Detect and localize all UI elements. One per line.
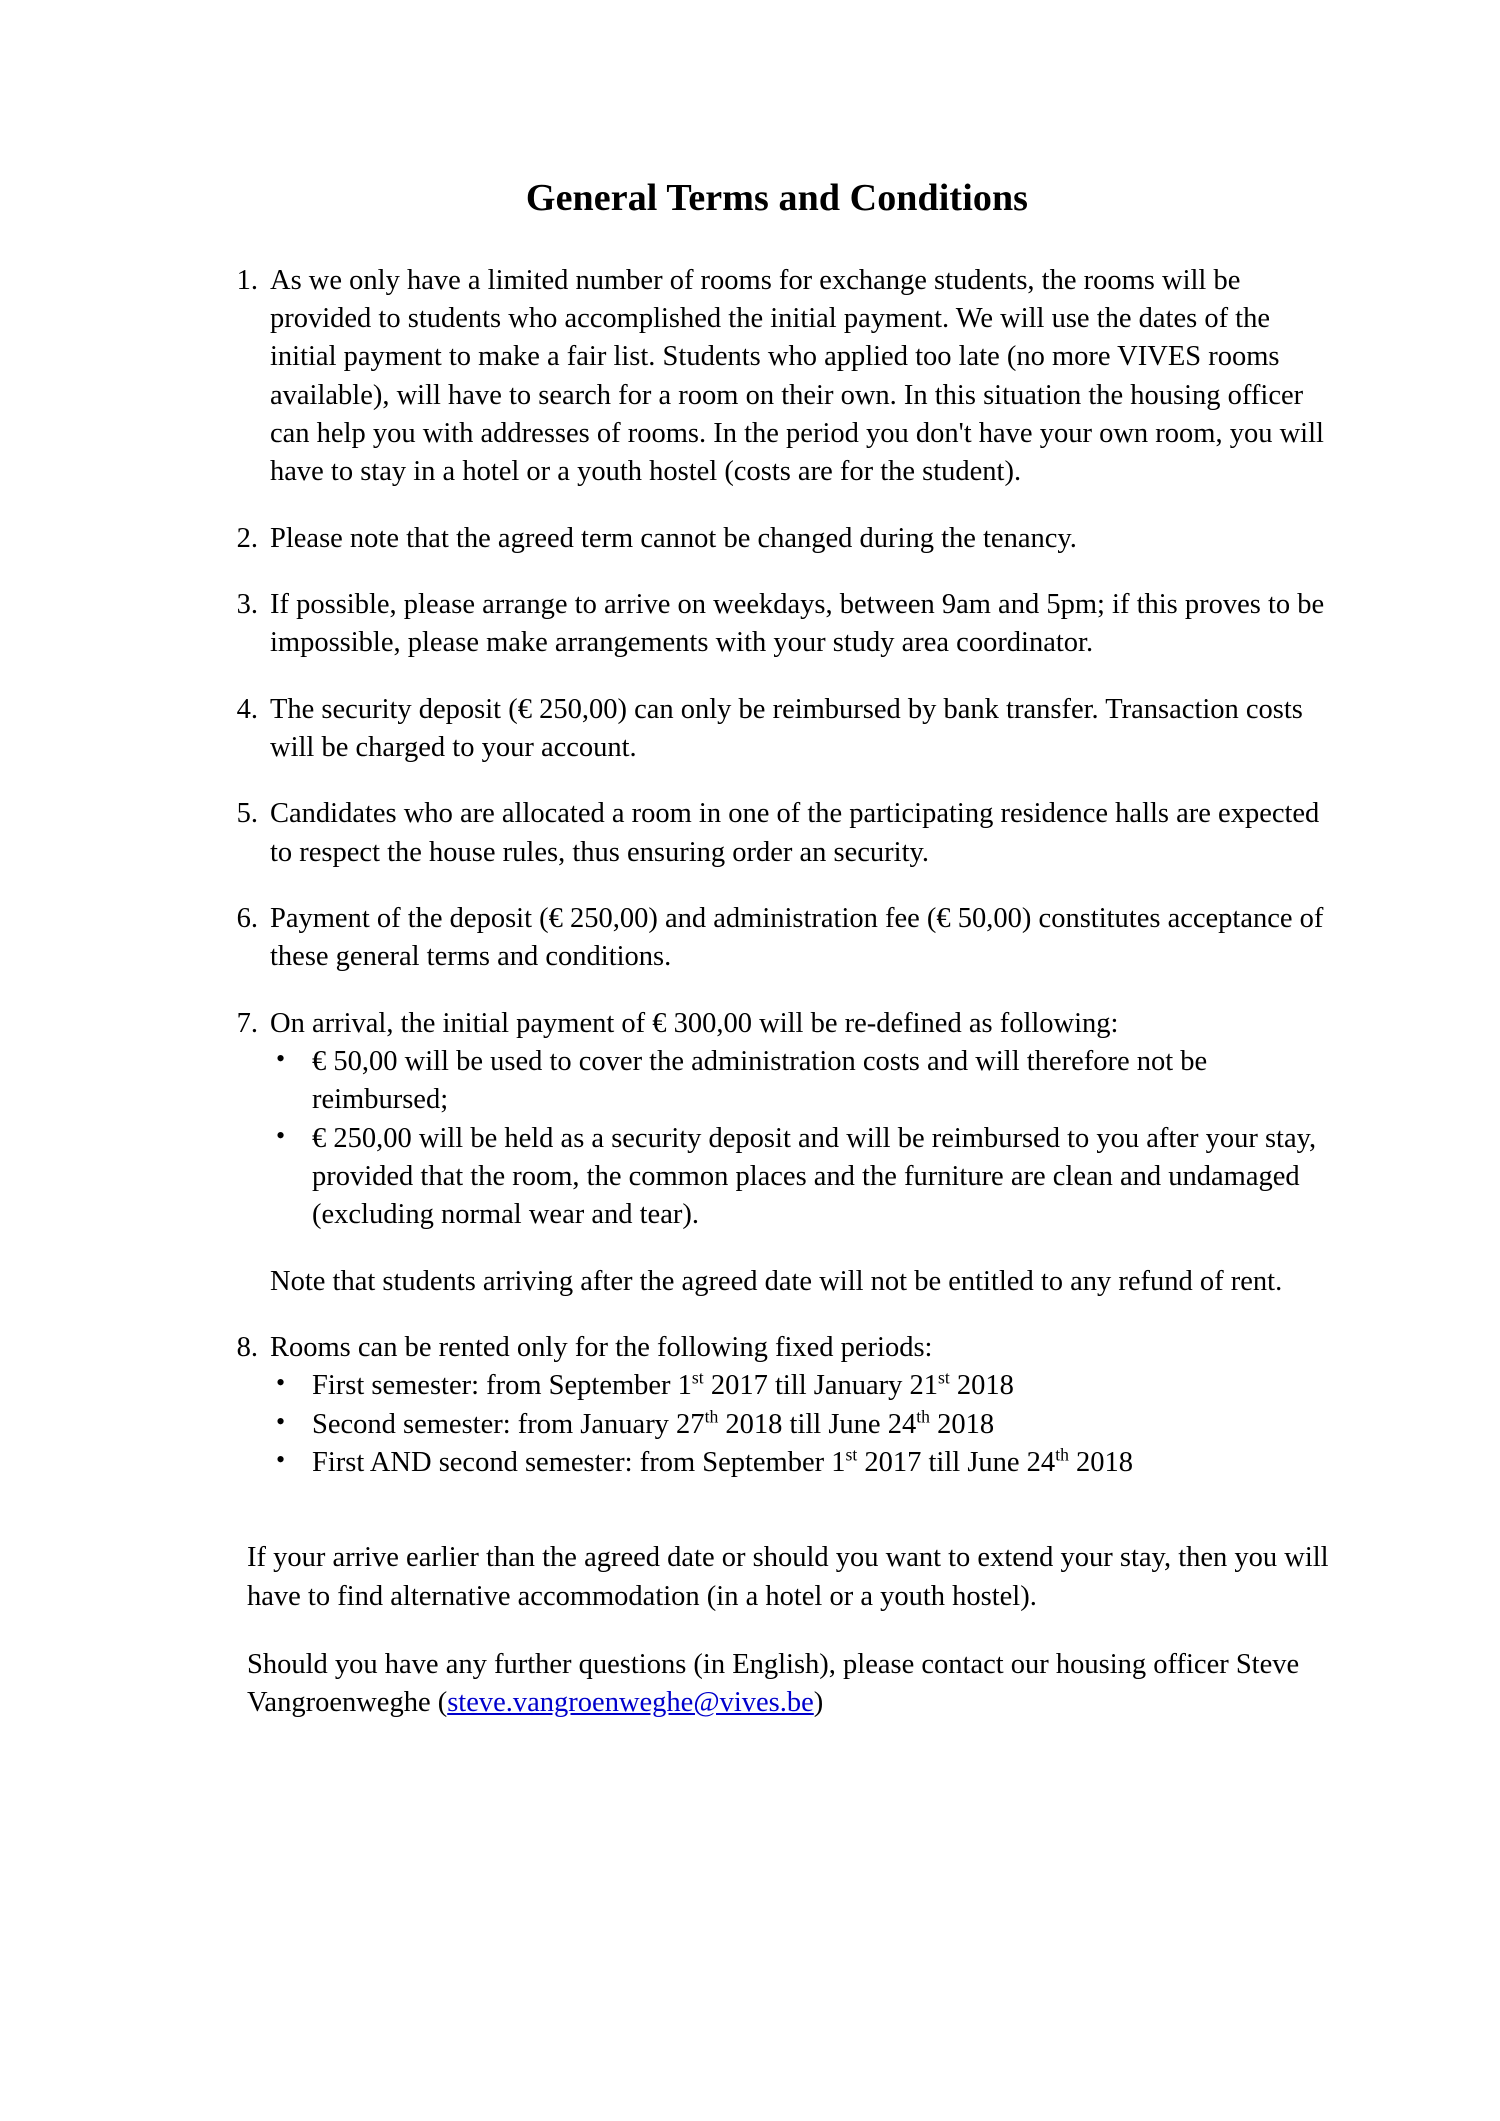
term-text-5: Candidates who are allocated a room in one of the participating residence halls are expected to respect the house rules, thus ensuring order an security.	[270, 798, 1320, 868]
term-7-bullet-2-text: € 250,00 will be held as a security deposit and will be reimbursed to you after your stay, provided that the room, the common places and the furniture are clean and undamaged (excluding normal wear and tear).	[312, 1122, 1317, 1231]
term-item-3	[222, 586, 1332, 663]
term-8-bullet-2	[270, 1406, 1332, 1444]
term-8-bullet-1	[270, 1367, 1332, 1405]
term-text-4: The security deposit (€ 250,00) can only be reimbursed by bank transfer. Transaction costs will be charged to your account.	[270, 693, 1303, 764]
term-number-8: 8.	[236, 1332, 258, 1364]
term-8-bullet-1-sup1: st	[691, 1367, 704, 1388]
term-number-7: 7.	[236, 1007, 258, 1039]
closing-spacer	[222, 1510, 1332, 1539]
document-content	[222, 0, 1332, 1723]
term-text-8: Rooms can be rented only for the following fixed periods:	[270, 1332, 933, 1364]
term-8-bullet-3-prefix: First AND second semester: from September 1	[312, 1447, 846, 1478]
term-8-bullet-1-prefix: First semester: from September 1	[312, 1370, 692, 1402]
term-number-2: 2.	[236, 522, 258, 554]
term-item-5	[222, 795, 1332, 872]
term-8-bullet-2-sup1: th	[704, 1406, 719, 1427]
term-text-2: Please note that the agreed term cannot be changed during the tenancy.	[270, 522, 1077, 554]
bullet-dot-icon: •	[276, 1044, 286, 1074]
term-item-6	[222, 900, 1332, 977]
closing-paragraph-1: If your arrive earlier than the agreed date or should you want to extend your stay, then you will have to find alternative accommodation (in a hotel or a youth hostel).	[247, 1542, 1329, 1612]
term-8-bullet-2-suffix: 2018	[929, 1408, 995, 1440]
bullet-dot-icon: •	[276, 1368, 286, 1398]
term-item-2	[222, 520, 1332, 558]
term-number-3: 3.	[236, 589, 258, 621]
bullet-dot-icon: •	[276, 1406, 286, 1436]
term-item-1	[222, 262, 1332, 492]
term-8-bullet-3-mid: 2017 till June 24	[857, 1447, 1056, 1478]
closing-paragraph-2-before: Should you have any further questions (in English), please contact our housing officer Steve Vangroenweghe (	[247, 1648, 1300, 1719]
term-number-1: 1.	[236, 264, 258, 296]
term-text-7: On arrival, the initial payment of € 300,00 will be re-defined as following:	[270, 1007, 1119, 1039]
bullet-dot-icon: •	[276, 1120, 286, 1150]
closing-paragraph-2-after: )	[813, 1687, 824, 1719]
bullet-dot-icon: •	[276, 1445, 286, 1474]
term-8-bullet-2-sup2: th	[916, 1406, 930, 1427]
term-7-bullet-2	[270, 1120, 1332, 1235]
term-8-bullet-3-suffix: 2018	[1068, 1447, 1134, 1478]
term-8-bullet-1-suffix: 2018	[949, 1370, 1014, 1402]
term-7-note-text: Note that students arriving after the agreed date will not be entitled to any refund of rent.	[270, 1265, 1283, 1297]
term-8-bullet-list	[270, 1367, 1332, 1482]
term-7-note-block	[270, 1263, 1332, 1301]
term-text-1: As we only have a limited number of rooms for exchange students, the rooms will be provided to students who accomplished the initial payment. We will use the dates of the initial payment to make a fair list. Students who applied too late (no more VIVES rooms available), will have to search for a room on their own. In this situation the housing officer can help you with addresses of rooms. In the period you don't have your own room, you will have to stay in a hotel or a youth hostel (costs are for the student).	[270, 264, 1324, 488]
term-8-bullet-3-sup2: th	[1055, 1444, 1069, 1465]
term-8-bullet-3-sup1: st	[845, 1444, 858, 1465]
term-7-bullet-1	[270, 1043, 1332, 1120]
term-text-3: If possible, please arrange to arrive on weekdays, between 9am and 5pm; if this proves to be impossible, please make arrangements with your study area coordinator.	[270, 589, 1325, 659]
term-item-4	[222, 691, 1332, 768]
term-item-8	[222, 1329, 1332, 1482]
closing-paragraph-2	[247, 1646, 1332, 1723]
terms-list	[222, 262, 1332, 1483]
term-8-bullet-1-mid: 2017 till January 21	[703, 1370, 939, 1402]
term-number-4: 4.	[236, 693, 258, 725]
term-8-bullet-3	[270, 1444, 1332, 1482]
term-text-6: Payment of the deposit (€ 250,00) and administration fee (€ 50,00) constitutes acceptance of these general terms and conditions.	[270, 903, 1324, 973]
term-8-bullet-2-prefix: Second semester: from January 27	[312, 1408, 705, 1440]
term-7-bullet-1-text: € 50,00 will be used to cover the administration costs and will therefore not be reimbursed;	[312, 1046, 1208, 1116]
term-8-bullet-2-mid: 2018 till June 24	[718, 1408, 917, 1440]
term-8-bullet-1-sup2: st	[938, 1367, 950, 1388]
term-item-7	[222, 1005, 1332, 1301]
housing-officer-email-link[interactable]: steve.vangroenweghe@vives.be	[447, 1687, 814, 1719]
term-number-5: 5.	[236, 798, 258, 830]
term-number-6: 6.	[236, 903, 258, 935]
page-title: General Terms and Conditions	[525, 177, 1029, 219]
term-7-bullet-list	[270, 1043, 1332, 1235]
